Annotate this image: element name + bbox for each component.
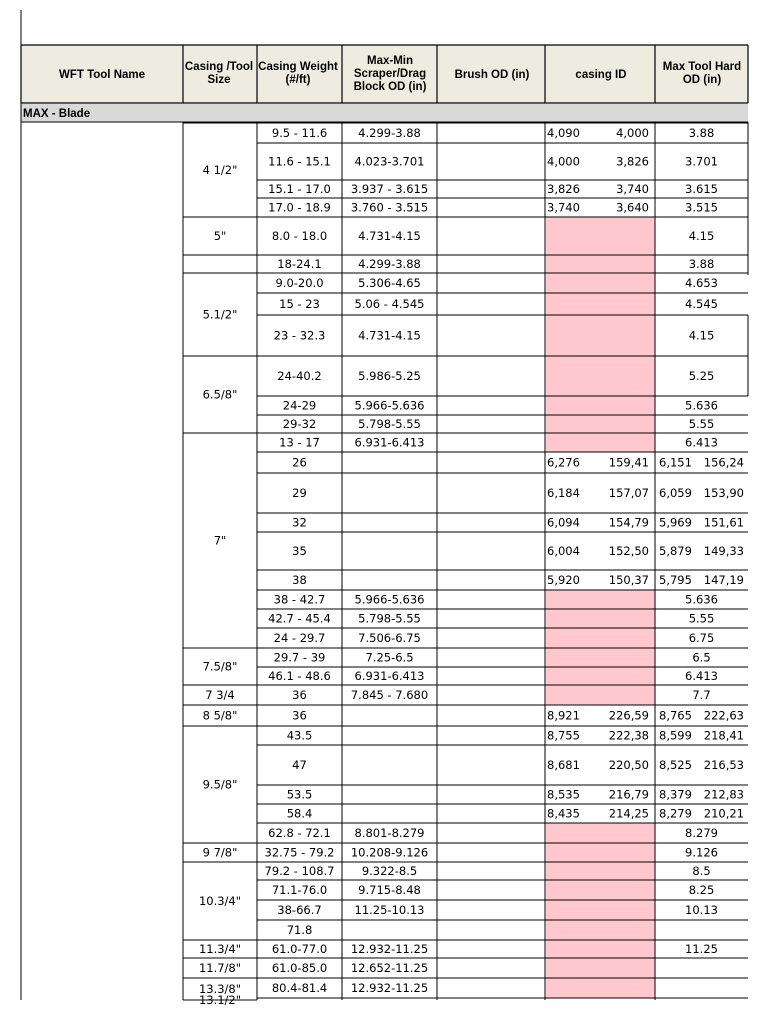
casing-id-mm: 214,25 xyxy=(608,806,649,821)
weight-cell: 29-32 xyxy=(282,417,317,431)
weight-cell: 46.1 - 48.6 xyxy=(268,669,331,683)
size-label: 11.7/8" xyxy=(198,961,242,975)
weight-cell: 53.5 xyxy=(286,787,313,802)
weight-cell: 43.5 xyxy=(286,728,313,743)
weight-cell: 71.8 xyxy=(286,923,313,937)
scraper-cell: 9.322-8.5 xyxy=(361,864,418,878)
scraper-cell: 5.306-4.65 xyxy=(358,276,421,290)
scraper-cell: 3.937 - 3.615 xyxy=(350,182,429,196)
weight-cell: 36 xyxy=(292,688,307,702)
highlight-cell xyxy=(546,667,655,685)
weight-cell: 47 xyxy=(292,758,307,772)
highlight-cell xyxy=(546,217,655,255)
weight-cell: 38 - 42.7 xyxy=(273,592,326,607)
size-label: 4 1/2" xyxy=(202,163,238,177)
highlight-cell xyxy=(546,628,655,648)
max-tool-mm: 156,24 xyxy=(703,455,744,470)
casing-id-inch: 6,184 xyxy=(547,486,580,500)
header-scraper-line3: Block OD (in) xyxy=(353,81,427,93)
casing-id-inch: 8,921 xyxy=(547,708,580,723)
scraper-cell: 6.931-6.413 xyxy=(354,669,425,683)
scraper-cell: 12.652-11.25 xyxy=(350,961,429,975)
scraper-cell: 5.966-5.636 xyxy=(354,592,425,607)
max-tool-cell: 3.615 xyxy=(685,182,718,196)
casing-id-mm: 157,07 xyxy=(608,486,649,500)
scraper-cell: 12.932-11.25 xyxy=(350,981,429,995)
casing-id-inch: 3,826 xyxy=(547,182,580,196)
max-tool-cell: 5.636 xyxy=(685,398,718,413)
max-tool-inch: 5,795 xyxy=(659,573,692,587)
weight-cell: 42.7 - 45.4 xyxy=(268,611,331,626)
max-tool-inch: 8,379 xyxy=(659,787,692,802)
max-tool-cell: 5.55 xyxy=(688,611,715,626)
max-tool-mm: 151,61 xyxy=(703,515,744,530)
max-tool-cell: 4.15 xyxy=(688,328,715,343)
max-tool-cell: 8.279 xyxy=(685,826,718,840)
max-tool-cell: 4.653 xyxy=(685,276,718,290)
weight-cell: 26 xyxy=(292,455,307,470)
casing-id-inch: 6,004 xyxy=(547,544,580,558)
size-label: 5" xyxy=(213,229,227,243)
size-label: 8 5/8" xyxy=(202,708,238,723)
max-tool-mm: 218,41 xyxy=(703,728,744,743)
max-tool-inch: 6,059 xyxy=(659,486,692,500)
casing-id-inch: 5,920 xyxy=(547,573,580,587)
weight-cell: 23 - 32.3 xyxy=(273,328,326,343)
highlight-cell xyxy=(546,609,655,628)
header-casing-id: casing ID xyxy=(575,69,627,81)
weight-cell: 15.1 - 17.0 xyxy=(268,182,331,196)
highlight-cell xyxy=(546,843,655,862)
header-brush: Brush OD (in) xyxy=(454,69,530,81)
max-tool-inch: 8,525 xyxy=(659,758,692,772)
casing-id-mm: 4,000 xyxy=(616,126,649,140)
highlight-cell xyxy=(546,823,655,843)
highlight-cell xyxy=(546,685,655,705)
max-tool-cell: 4.545 xyxy=(685,297,718,311)
header-weight-line1: Casing Weight xyxy=(258,61,338,73)
casing-id-inch: 4,090 xyxy=(547,126,580,140)
scraper-cell: 5.06 - 4.545 xyxy=(354,297,425,311)
weight-cell: 79.2 - 108.7 xyxy=(264,864,335,878)
header-max-tool-line1: Max Tool Hard xyxy=(662,61,742,73)
scraper-cell: 4.299-3.88 xyxy=(358,126,421,140)
weight-cell: 29.7 - 39 xyxy=(273,650,326,665)
highlight-cell xyxy=(546,958,655,978)
weight-cell: 38-66.7 xyxy=(277,903,322,917)
max-tool-inch: 8,599 xyxy=(659,728,692,743)
casing-id-mm: 222,38 xyxy=(608,728,649,743)
max-tool-inch: 6,151 xyxy=(659,455,692,470)
highlight-cell xyxy=(546,900,655,920)
weight-cell: 35 xyxy=(292,544,307,558)
casing-id-mm: 154,79 xyxy=(608,515,649,530)
casing-id-mm: 3,740 xyxy=(616,182,649,196)
weight-cell: 15 - 23 xyxy=(279,297,320,311)
weight-cell: 29 xyxy=(292,486,307,500)
size-label: 10.3/4" xyxy=(198,894,242,908)
header-weight-line2: (#/ft) xyxy=(285,74,311,86)
scraper-cell: 7.845 - 7.680 xyxy=(350,688,429,702)
highlight-cell xyxy=(546,356,655,396)
scraper-cell: 4.299-3.88 xyxy=(358,257,421,271)
highlight-cell xyxy=(546,415,655,433)
max-tool-cell: 5.25 xyxy=(688,369,715,383)
max-tool-cell: 9.126 xyxy=(685,845,718,860)
size-label: 6.5/8" xyxy=(202,387,238,402)
max-tool-mm: 153,90 xyxy=(703,486,744,500)
weight-cell: 36 xyxy=(292,708,307,723)
casing-id-inch: 8,681 xyxy=(547,758,580,772)
weight-cell: 38 xyxy=(292,573,307,587)
casing-id-mm: 220,50 xyxy=(608,758,649,772)
scraper-cell: 7.25-6.5 xyxy=(365,650,414,665)
highlight-cell xyxy=(546,273,655,293)
casing-id-mm: 226,59 xyxy=(608,708,649,723)
scraper-cell: 11.25-10.13 xyxy=(354,903,425,917)
weight-cell: 9.0-20.0 xyxy=(275,276,324,290)
highlight-cell xyxy=(546,940,655,958)
max-tool-mm: 222,63 xyxy=(703,708,744,723)
max-tool-cell: 6.413 xyxy=(685,435,718,450)
size-label: 9 7/8" xyxy=(202,845,238,860)
max-tool-cell: 3.88 xyxy=(688,126,715,140)
weight-cell: 18-24.1 xyxy=(277,257,322,271)
casing-id-mm: 159,41 xyxy=(608,455,649,470)
max-tool-inch: 8,765 xyxy=(659,708,692,723)
size-label: 9.5/8" xyxy=(202,777,238,792)
max-tool-cell: 8.5 xyxy=(692,864,711,878)
section-label: MAX - Blade xyxy=(23,108,91,120)
casing-id-mm: 150,37 xyxy=(608,573,649,587)
weight-cell: 8.0 - 18.0 xyxy=(271,229,328,243)
max-tool-cell: 5.55 xyxy=(688,417,715,431)
casing-id-inch: 8,535 xyxy=(547,787,580,802)
size-label: 5.1/2" xyxy=(202,307,238,322)
max-tool-mm: 210,21 xyxy=(703,806,744,821)
size-label: 7 3/4 xyxy=(205,688,235,702)
max-tool-inch: 5,969 xyxy=(659,515,692,530)
scraper-cell: 6.931-6.413 xyxy=(354,435,425,450)
weight-cell: 62.8 - 72.1 xyxy=(268,826,331,840)
header-max-tool-line2: OD (in) xyxy=(682,74,722,86)
casing-id-mm: 3,826 xyxy=(616,154,649,169)
max-tool-cell: 3.515 xyxy=(685,200,718,215)
size-label: 7" xyxy=(213,533,227,548)
weight-cell: 58.4 xyxy=(286,806,313,821)
weight-cell: 24-40.2 xyxy=(277,369,322,383)
casing-id-mm: 216,79 xyxy=(608,787,649,802)
header-size-line2: Size xyxy=(207,74,231,86)
scraper-cell: 10.208-9.126 xyxy=(350,845,429,860)
scraper-cell: 4.731-4.15 xyxy=(358,328,421,343)
scraper-cell: 12.932-11.25 xyxy=(350,942,429,956)
weight-cell: 32 xyxy=(292,515,307,530)
max-tool-mm: 216,53 xyxy=(703,758,744,772)
weight-cell: 61.0-85.0 xyxy=(271,961,328,975)
section-bar xyxy=(21,104,748,122)
weight-cell: 61.0-77.0 xyxy=(271,942,328,956)
casing-id-inch: 8,755 xyxy=(547,728,580,743)
scraper-cell: 4.731-4.15 xyxy=(358,229,421,243)
weight-cell: 13 - 17 xyxy=(279,435,320,450)
max-tool-cell: 6.75 xyxy=(688,631,715,645)
highlight-cell xyxy=(546,433,655,452)
highlight-cell xyxy=(546,293,655,315)
scraper-cell: 9.715-8.48 xyxy=(358,883,421,897)
header-scraper-line2: Scraper/Drag xyxy=(353,68,427,80)
scraper-cell: 3.760 - 3.515 xyxy=(350,200,429,215)
weight-cell: 71.1-76.0 xyxy=(271,883,328,897)
max-tool-cell: 4.15 xyxy=(688,229,715,243)
max-tool-inch: 5,879 xyxy=(659,544,692,558)
weight-cell: 9.5 - 11.6 xyxy=(271,126,328,140)
casing-id-mm: 152,50 xyxy=(608,544,649,558)
max-tool-mm: 147,19 xyxy=(703,573,744,587)
highlight-cell xyxy=(546,315,655,356)
casing-id-inch: 6,276 xyxy=(547,455,580,470)
scraper-cell: 5.966-5.636 xyxy=(354,398,425,413)
highlight-cell xyxy=(546,862,655,880)
max-tool-mm: 149,33 xyxy=(703,544,744,558)
scraper-cell: 5.986-5.25 xyxy=(358,369,421,383)
highlight-cell xyxy=(546,255,655,273)
max-tool-cell: 7.7 xyxy=(692,688,711,702)
max-tool-cell: 6.413 xyxy=(685,669,718,683)
header-tool-name: WFT Tool Name xyxy=(58,69,146,81)
highlight-cell xyxy=(546,880,655,900)
highlight-cell xyxy=(546,978,655,998)
size-label: 11.3/4" xyxy=(198,942,242,956)
weight-cell: 11.6 - 15.1 xyxy=(268,154,331,169)
scraper-cell: 5.798-5.55 xyxy=(358,611,421,626)
casing-id-inch: 6,094 xyxy=(547,515,580,530)
table-body xyxy=(199,126,744,1007)
weight-cell: 32.75 - 79.2 xyxy=(264,845,335,860)
weight-cell: 80.4-81.4 xyxy=(271,981,328,995)
size-label: 7.5/8" xyxy=(202,659,238,674)
highlight-cell xyxy=(546,648,655,667)
max-tool-cell: 5.636 xyxy=(685,592,718,607)
casing-id-inch: 8,435 xyxy=(547,806,580,821)
max-tool-cell: 3.88 xyxy=(688,257,715,271)
scraper-cell: 7.506-6.75 xyxy=(358,631,421,645)
weight-cell: 24 - 29.7 xyxy=(273,631,326,645)
header-size-line1: Casing /Tool xyxy=(184,61,254,73)
casing-id-inch: 3,740 xyxy=(547,200,580,215)
casing-id-inch: 4,000 xyxy=(547,154,580,169)
weight-cell: 24-29 xyxy=(282,398,317,413)
casing-id-mm: 3,640 xyxy=(616,200,649,215)
max-tool-cell: 8.25 xyxy=(688,883,715,897)
max-tool-inch: 8,279 xyxy=(659,806,692,821)
scraper-cell: 8.801-8.279 xyxy=(354,826,425,840)
size-label: 13.1/2" xyxy=(198,993,242,1007)
highlight-cell xyxy=(546,590,655,609)
highlight-cell xyxy=(546,396,655,415)
max-tool-mm: 212,83 xyxy=(703,787,744,802)
max-tool-cell: 11.25 xyxy=(685,942,718,956)
max-tool-cell: 10.13 xyxy=(685,903,718,917)
scraper-cell: 4.023-3.701 xyxy=(354,154,425,169)
max-tool-cell: 6.5 xyxy=(692,650,711,665)
size-label: 13.3/8" xyxy=(198,982,242,996)
max-tool-cell: 3.701 xyxy=(685,154,718,169)
weight-cell: 17.0 - 18.9 xyxy=(268,200,331,215)
scraper-cell: 5.798-5.55 xyxy=(358,417,421,431)
header-scraper-line1: Max-Min xyxy=(367,55,413,67)
highlight-cell xyxy=(546,920,655,940)
